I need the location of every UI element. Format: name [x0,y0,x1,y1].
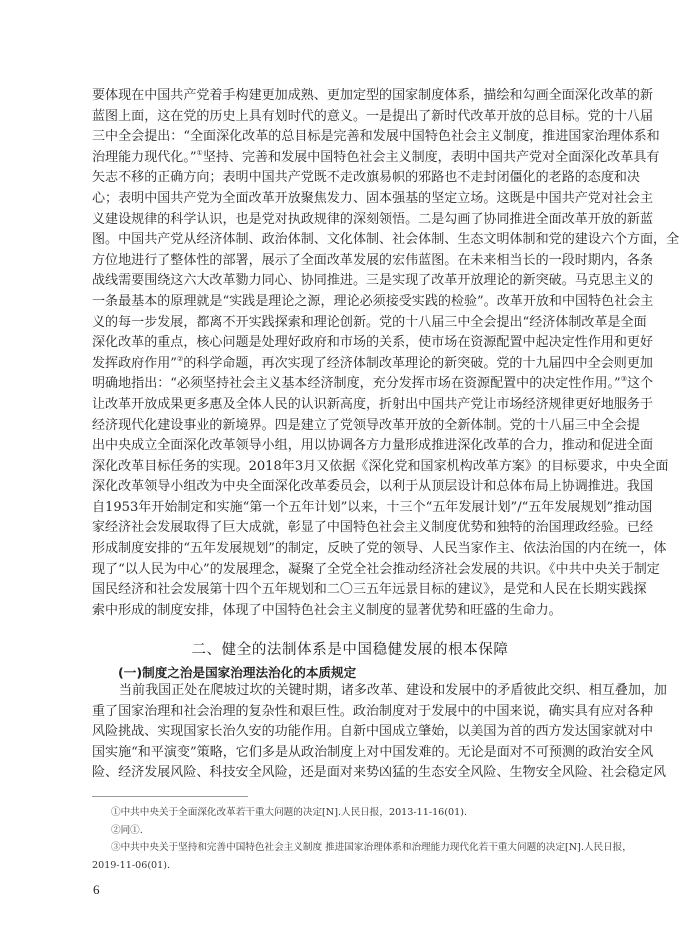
section-heading: 二、健全的法制体系是中国稳健发展的根本保障 [191,642,509,658]
text-line: 图。中国共产党从经济体制、政治体制、文化体制、社会体制、生态文明体制和党的建设六个方面，全 [92,232,680,248]
text-line: 心；表明中国共产党为全面改革开放聚焦发力、固本强基的坚定立场。这既是中国共产党对社会主 [92,190,654,206]
footnote-ref-1[interactable]: ① [196,148,203,157]
subsection-heading: (一)制度之治是国家治理法治化的本质规定 [118,665,357,680]
text-line: 出中央成立全面深化改革领导小组，用以协调各方力量形成推进深化改革的合力，推动和促进全面 [92,438,654,454]
text-line: 深化改革的重点，核心问题是处理好政府和市场的关系，使市场在资源配置中起决定性作用和更好 [92,335,654,351]
text-line: 三中全会提出：“全面深化改革的总目标是完善和发展中国特色社会主义制度，推进国家治理体系和 [92,129,660,145]
footnotes [92,804,632,874]
text-line: 经济现代化建设事业的新境界。四是建立了党领导改革开放的全新体制。党的十八届三中全会提 [92,417,640,433]
text-line: 深化改革目标任务的实现。2018年3月又依据《深化党和国家机构改革方案》的目标要求，中央全面 [92,458,669,474]
footnote-3-continued: 2019-11-06(01). [92,859,171,871]
text-line: 方位地进行了整体性的部署，展示了全面改革发展的宏伟蓝图。在未来相当长的一段时期内，各条 [92,252,654,268]
footnote-ref-2[interactable]: ② [176,354,184,363]
text-line: 义建设规律的科学认识，也是党对执政规律的深刻领悟。二是勾画了协同推进全面改革开放的新蓝 [92,211,654,227]
text-line: 让改革开放成果更多惠及全体人民的认识新高度，折射出中国共产党让市场经济规律更好地服务于 [92,396,654,412]
text-line: 现了“以人民为中心”的发展理念，凝聚了全党全社会推动经济社会发展的共识。《中共中央关于制定 [92,561,660,577]
footnote-2: ②同①. [111,824,143,836]
text-line: 当前我国正处在爬坡过坎的关键时期，诸多改革、建设和发展中的矛盾彼此交织、相互叠加，加 [119,683,667,698]
text-line: 家经济社会发展取得了巨大成就，彰显了中国特色社会主义制度优势和独特的治国理政经验。已经 [92,520,654,536]
text-segment: 的科学命题，再次实现了经济体制改革理论的新突破。党的十九届四中全会则更加 [183,355,653,371]
footnote-ref-3[interactable]: ③ [620,375,627,384]
text-line: 要体现在中国共产党着手构建更加成熟、更加定型的国家制度体系，描绘和勾画全面深化改革的新 [92,88,654,103]
body-text [92,86,680,621]
footnote-3: ③中共中央关于坚持和完善中国特色社会主义制度 推进国家治理体系和治理能力现代化若干重大问题的决定[N].人民日报， [111,842,632,853]
text-segment: 坚持、完善和发展中国特色社会主义制度，表明中国共产党对全面深化改革具有 [202,149,660,165]
text-segment: 治理能力现代化。” [92,149,197,165]
text-line: 一条最基本的原理就是“实践是理论之源，理论必须接受实践的检验”。改革开放和中国特色社会主 [92,293,654,309]
text-line: 矢志不移的正确方向；表明中国共产党既不走改旗易帜的邪路也不走封闭僵化的老路的态度和决 [92,170,640,186]
footnote-divider [92,796,248,797]
text-line: 深化改革领导小组改为中央全面深化改革委员会，以利于从顶层设计和总体布局上协调推进。我国 [92,479,654,495]
text-line: 战线需要围绕这六大改革勠力同心、协同推进。三是实现了改革开放理论的新突破。马克思主义的 [92,273,654,289]
text-segment: 发挥政府作用” [92,355,177,371]
text-line: 国民经济和社会发展第十四个五年规划和二〇三五年远景目标的建议》，是党和人民在长期实践探 [92,582,647,598]
text-line-with-footnote-2 [92,354,653,375]
text-line: 自1953年开始制定和实施“第一个五年计划”以来，十三个“五年发展计划”/“五年发展规划”推动国 [92,499,653,515]
text-line-with-footnote-3 [92,374,654,395]
text-line: 蓝图上面，这在党的历史上具有划时代的意义。一是提出了新时代改革开放的总目标。党的十八届 [92,108,654,124]
text-line: 形成制度安排的“五年发展规划”的制定，反映了党的领导、人民当家作主、依法治国的内在统一，体 [92,541,667,557]
text-line: 索中形成的制度安排，体现了中国特色社会主义制度的显著优势和旺盛的生命力。 [92,602,562,618]
text-line: 重了国家治理和社会治理的复杂性和艰巨性。政治制度对于发展中的中国来说，确实具有应对各种 [92,703,654,719]
text-line: 风险挑战、实现国家长治久安的功能作用。自新中国成立肇始，以美国为首的西方发达国家就对中 [92,724,654,740]
footnote-1: ①中共中央关于全面深化改革若干重大问题的决定[N].人民日报，2013-11-16(01). [111,807,468,818]
section-body-text [92,681,667,784]
text-line: 义的每一步发展，都离不开实践探索和理论创新。党的十八届三中全会提出“经济体制改革是全面 [92,314,647,330]
text-line: 险、经济发展风险、科技安全风险，还是面对来势凶猛的生态安全风险、生物安全风险、社会稳定风 [92,765,667,781]
text-line-with-footnote-1 [92,148,660,169]
text-line: 国实施“和平演变”策略，它们多是从政治制度上对中国发难的。无论是面对不可预测的政治安全风 [92,744,654,760]
page-number: 6 [93,882,100,897]
text-segment: 明确地指出：“必须坚持社会主义基本经济制度，充分发挥市场在资源配置中的决定性作用。” [92,376,621,392]
text-segment: 这个 [626,376,654,392]
